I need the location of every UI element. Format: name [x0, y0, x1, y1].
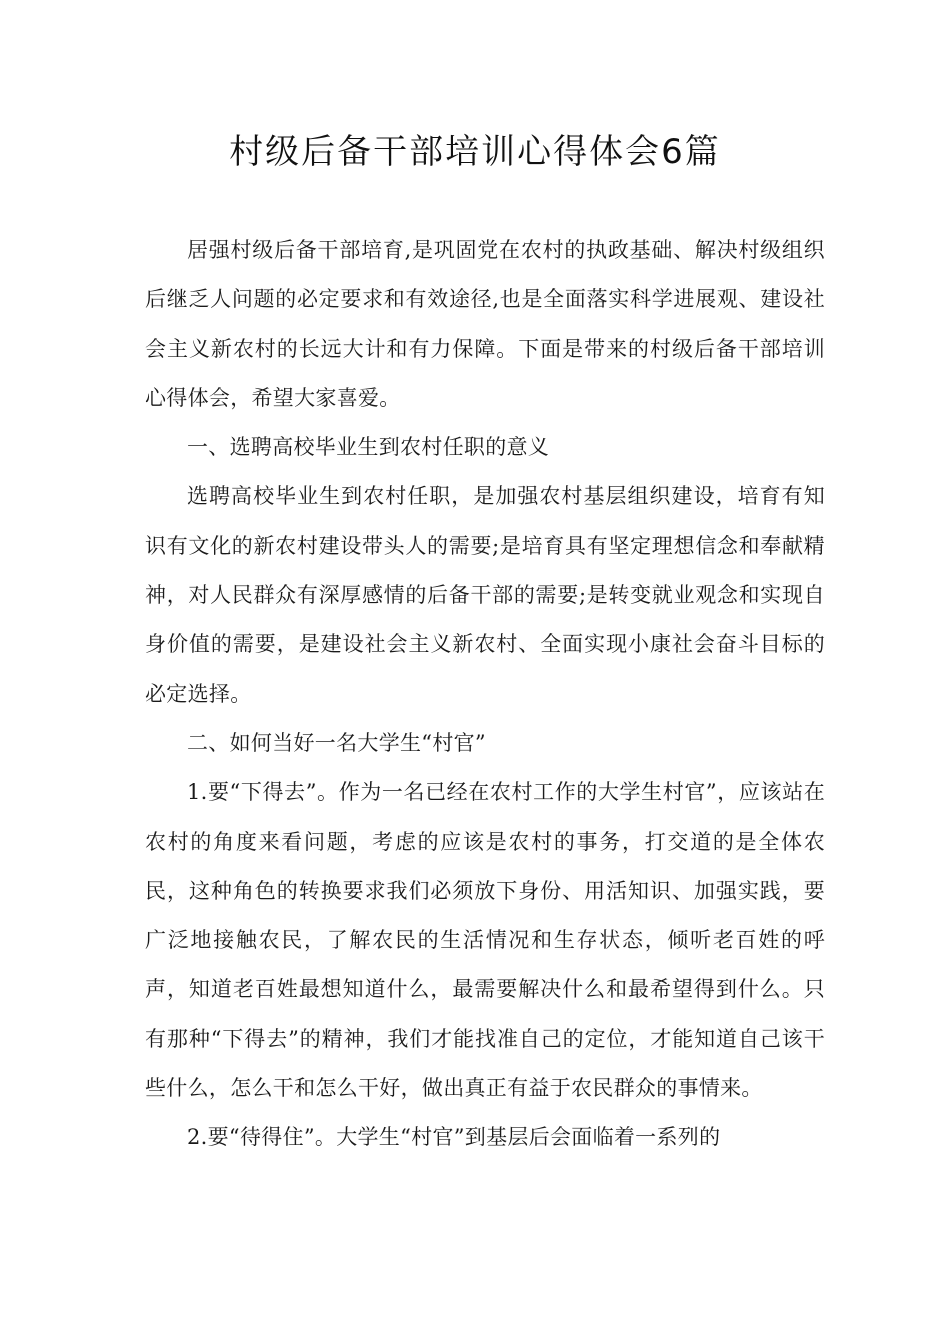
section-1-paragraph: 选聘高校毕业生到农村任职，是加强农村基层组织建设，培育有知识有文化的新农村建设带头人的需要;是培育具有坚定理想信念和奉献精神，对人民群众有深厚感情的后备干部的需要;是转变就业观念和实现自身价值的需要，是建设社会主义新农村、全面实现小康社会奋斗目标的必定选择。 [145, 484, 825, 706]
section-heading-1: 一、选聘高校毕业生到农村任职的意义 [187, 435, 550, 460]
point-2-paragraph: 2.要“待得住”。大学生“村官”到基层后会面临着一系列的 [187, 1125, 721, 1150]
intro-paragraph: 居强村级后备干部培育,是巩固党在农村的执政基础、解决村级组织后继乏人问题的必定要求和有效途径,也是全面落实科学进展观、建设社会主义新农村的长远大计和有力保障。下面是带来的村级后备干部培训心得体会，希望大家喜爱。 [145, 238, 825, 410]
section-heading-2: 二、如何当好一名大学生“村官” [187, 730, 486, 755]
point-1-paragraph: 1.要“下得去”。作为一名已经在农村工作的大学生村官”，应该站在农村的角度来看问题，考虑的应该是农村的事务，打交道的是全体农民，这种角色的转换要求我们必须放下身份、用活知识、加强实践，要广泛地接触农民，了解农民的生活情况和生存状态，倾听老百姓的呼声，知道老百姓最想知道什么，最需要解决什么和最希望得到什么。只有那种“下得去”的精神，我们才能找准自己的定位，才能知道自己该干些什么，怎么干和怎么干好，做出真正有益于农民群众的事情来。 [145, 780, 825, 1101]
document-title: 村级后备干部培训心得体会6篇 [229, 132, 721, 172]
document-body [145, 226, 825, 1163]
